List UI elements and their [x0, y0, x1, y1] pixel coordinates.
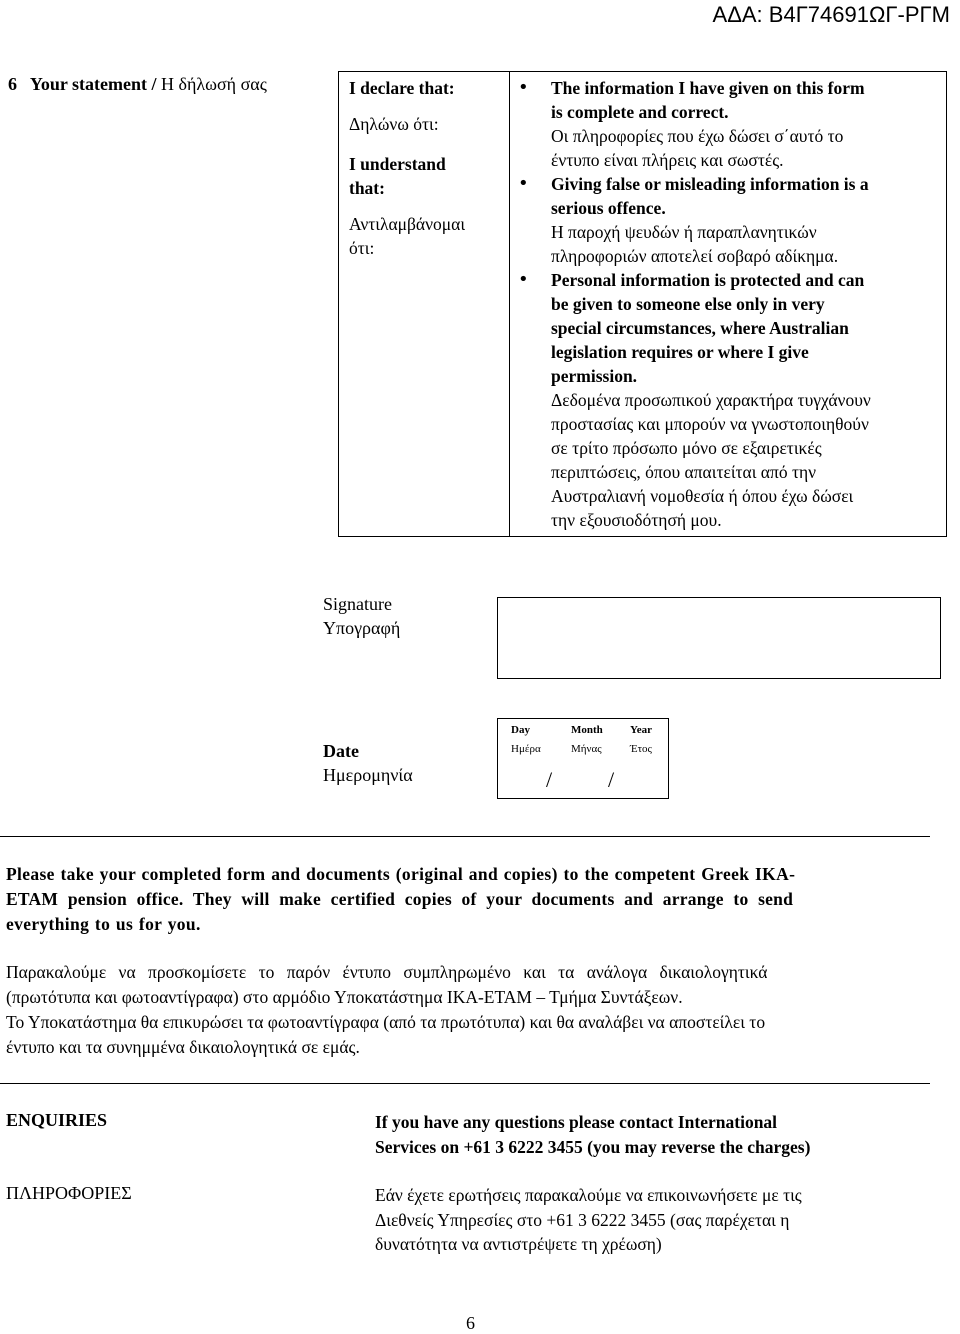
point-el-line: την εξουσιοδότησή μου.	[551, 510, 722, 530]
instructions-el-line: έντυπο και τα συνημμένα δικαιολογητικά σε εμάς.	[6, 1037, 360, 1057]
point-en-line: • Personal information is protected and can	[551, 270, 865, 290]
understand-label-en-1: I understand	[349, 154, 446, 174]
page-number: 6	[466, 1313, 475, 1333]
instructions-en-line: ETAM pension office. They will make certified copies of your documents and arrange to send	[6, 889, 794, 909]
section-title-en: Your statement /	[29, 74, 157, 94]
enquiries-el-line: Διεθνείς Υπηρεσίες στο +61 3 6222 3455 (σας παρέχεται η	[375, 1209, 790, 1230]
divider	[0, 836, 930, 837]
point-el-line: Δεδομένα προσωπικού χαρακτήρα τυγχάνουν	[551, 390, 871, 410]
signature-label	[323, 592, 400, 640]
declaration-points-cell	[510, 72, 947, 537]
enquiries-en-line: If you have any questions please contact International	[375, 1112, 778, 1132]
point-el-line: Οι πληροφορίες που έχω δώσει σ΄αυτό το	[551, 126, 844, 146]
enquiries-en-line: Services on +61 3 6222 3455 (you may reverse the charges)	[375, 1136, 811, 1157]
enquiries-text-el	[375, 1183, 915, 1257]
point-en-line: be given to someone else only in very	[551, 294, 825, 314]
declaration-point	[510, 76, 940, 172]
declaration-labels-cell	[339, 72, 510, 537]
declaration-table	[338, 71, 947, 537]
declaration-points-list	[510, 76, 940, 532]
understand-label-el-1: Αντιλαμβάνομαι	[349, 214, 466, 234]
section-number: 6	[8, 74, 17, 94]
understand-label-el-2: ότι:	[349, 238, 375, 258]
signature-field[interactable]	[497, 597, 941, 679]
enquiries-el-line: Εάν έχετε ερωτήσεις παρακαλούμε να επικοινωνήσετε με τις	[375, 1185, 802, 1205]
point-en-line: permission.	[551, 366, 638, 386]
point-el-line: Αυστραλιανή νομοθεσία ή όπου έχω δώσει	[551, 486, 854, 506]
month-header: Month	[571, 724, 603, 736]
enquiries-el-line: δυνατότητα να αντιστρέψετε τη χρέωση)	[375, 1234, 662, 1254]
point-en-line: • The information I have given on this form	[551, 78, 865, 98]
point-en-line: special circumstances, where Australian	[551, 318, 849, 338]
day-header: Day	[511, 724, 530, 736]
date-separator: /	[608, 767, 615, 792]
declaration-point	[510, 268, 940, 532]
instructions-en-line: Please take your completed form and documents (original and copies) to the competent Greek IKA-	[6, 864, 796, 884]
point-en-line: serious offence.	[551, 198, 666, 218]
instructions-el-line: Παρακαλούμε να προσκομίσετε το παρόν έντυπο συμπληρωμένο και τα ανάλογα δικαιολογητικά	[6, 962, 768, 982]
point-el-line: πληροφοριών αποτελεί σοβαρό αδίκημα.	[551, 246, 839, 266]
point-el-line: Η παροχή ψευδών ή παραπλανητικών	[551, 222, 817, 242]
enquiries-label-en: ENQUIRIES	[6, 1110, 108, 1130]
point-el-line: περιπτώσεις, όπου απαιτείται από την	[551, 462, 817, 482]
point-en-line: • Giving false or misleading information is a	[551, 174, 869, 194]
enquiries-text-en	[375, 1110, 915, 1159]
point-el-line: έντυπο είναι πλήρεις και σωστές.	[551, 150, 784, 170]
point-el-line: προστασίας και μπορούν να γνωστοποιηθούν	[551, 414, 869, 434]
date-field[interactable]	[497, 718, 669, 799]
instructions-el	[6, 960, 936, 1060]
year-header: Year	[630, 724, 652, 736]
understand-label-en-2: that:	[349, 178, 385, 198]
signature-label-en: Signature	[323, 594, 392, 614]
date-separator: /	[546, 767, 553, 792]
declare-label-el: Δηλώνω ότι:	[349, 114, 439, 134]
day-header-el: Ημέρα	[511, 743, 541, 755]
divider	[0, 1083, 930, 1084]
instructions-en	[6, 862, 936, 937]
declaration-point	[510, 172, 940, 268]
date-label-el: Ημερομηνία	[323, 765, 413, 785]
month-header-el: Μήνας	[571, 743, 602, 755]
section-title-el: Η δήλωσή σας	[161, 74, 267, 94]
year-header-el: Έτος	[630, 743, 652, 755]
date-label-en: Date	[323, 741, 359, 761]
section-heading	[8, 74, 267, 95]
point-el-line: σε τρίτο πρόσωπο μόνο σε εξαιρετικές	[551, 438, 822, 458]
enquiries-label-el: ΠΛΗΡΟΦΟΡΙΕΣ	[6, 1183, 132, 1203]
instructions-el-line: Το Υποκατάστημα θα επικυρώσει τα φωτοαντίγραφα (από τα πρωτότυπα) και θα αναλάβει να αποστείλει το	[6, 1012, 766, 1032]
signature-label-el: Υπογραφή	[323, 618, 401, 638]
ada-code: ΑΔΑ: Β4Γ74691ΩΓ-ΡΓΜ	[712, 2, 950, 27]
point-en-line: is complete and correct.	[551, 102, 729, 122]
instructions-en-line: everything to us for you.	[6, 914, 201, 934]
declare-label-en: I declare that:	[349, 78, 455, 98]
instructions-el-line: (πρωτότυπα και φωτοαντίγραφα) στο αρμόδιο Υποκατάστημα ΙΚΑ-ΕΤΑΜ – Τμήμα Συντάξεων.	[6, 987, 683, 1007]
date-label	[323, 739, 413, 787]
point-en-line: legislation requires or where I give	[551, 342, 809, 362]
